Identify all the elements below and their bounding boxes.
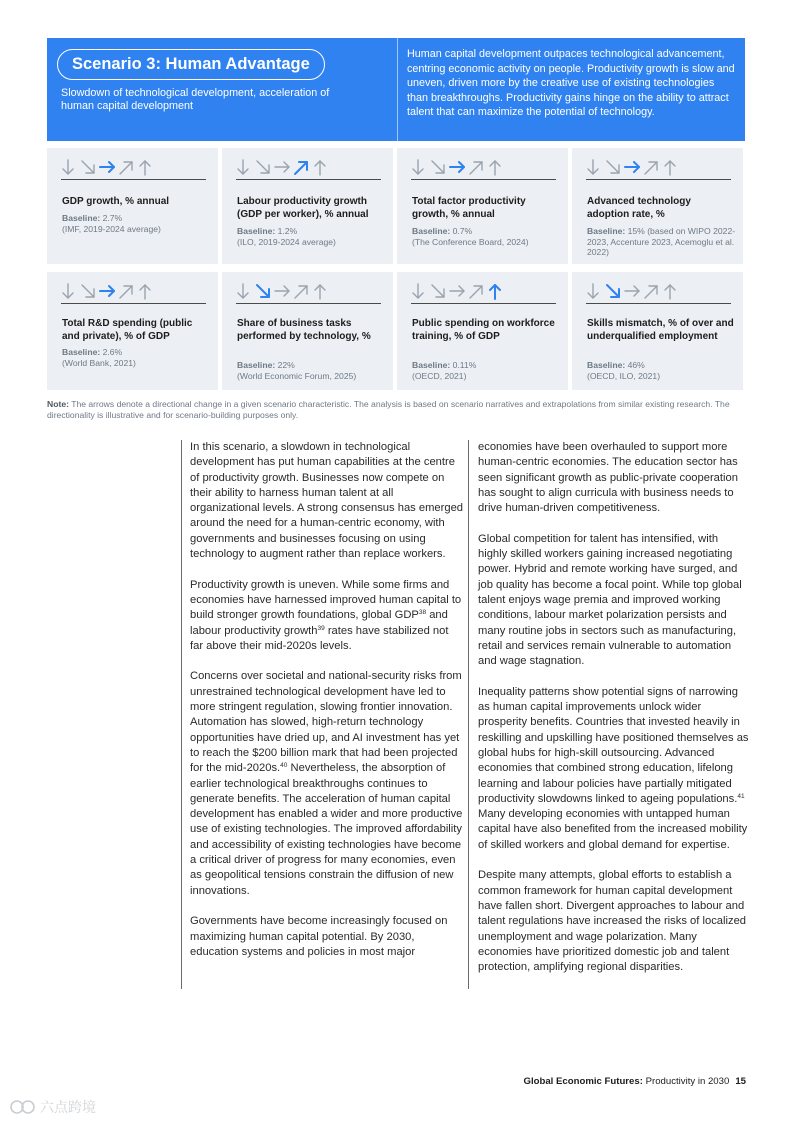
arrow-increase-icon	[645, 162, 657, 174]
footer-separator: :	[639, 1076, 646, 1087]
body-column-left	[190, 440, 464, 975]
paragraph-text: Governments have become increasingly focused on maximizing human capital potential. By 2030, education systems and policies in most major	[190, 915, 448, 958]
arrow-neutral-icon	[275, 286, 289, 296]
baseline-value: 0.7%	[452, 226, 473, 236]
direction-arrows-svg	[411, 282, 556, 302]
indicator-title: Skills mismatch, % of over and underqualified employment	[587, 318, 734, 342]
scenario-title: Scenario 3: Human Advantage	[57, 49, 325, 80]
arrow-strong-decrease-icon	[238, 284, 248, 298]
indicator-baseline	[412, 226, 562, 247]
paragraph-text: Despite many attempts, global efforts to establish a common framework for human capital development have fallen short. Divergent approaches to labour and talent regulations have increased the risks of localized unemployment and wage polarization. Many economies have prioritized domestic job and talent protection, amplifying regional disparities.	[478, 869, 747, 974]
watermark-logo-icon	[8, 1096, 118, 1118]
baseline-value: 15% (based on WIPO 2022-2023, Accenture 2023, Acemoglu et al. 2022)	[587, 226, 736, 258]
body-paragraph	[190, 669, 464, 898]
indicator-card	[222, 272, 393, 390]
direction-arrows-svg	[586, 282, 731, 302]
indicator-baseline	[62, 213, 212, 234]
baseline-label: Baseline:	[62, 213, 101, 223]
direction-arrows-icon	[586, 282, 731, 304]
scenario-description: Human capital development outpaces technological advancement, centring economic activity on people. Productivity growth is slow and uneven, driven more by the creative use of existing technologies than breakthroughs. Productivity gains hinge on the ability to attract talent that can maximize the potential of technology.	[407, 48, 735, 119]
note-text: The arrows denote a directional change in a given scenario characteristic. The analysis is based on scenario narratives and extrapolations from similar existing research. The directionality is illustrative and for scenario-building purposes only.	[47, 399, 730, 421]
direction-arrows-icon	[61, 158, 206, 180]
indicator-baseline	[587, 360, 737, 381]
direction-arrows-icon	[411, 282, 556, 304]
body-paragraph	[190, 578, 464, 654]
arrow-strong-decrease-icon	[63, 284, 73, 298]
footnote-ref: 39	[317, 624, 325, 632]
direction-arrows-svg	[236, 158, 381, 178]
baseline-value: 22%	[277, 360, 295, 370]
footer-subtitle: Productivity in 2030	[645, 1076, 730, 1087]
indicator-title: Total R&D spending (public and private), % of GDP	[62, 318, 193, 342]
baseline-source: (IMF, 2019-2024 average)	[62, 223, 161, 234]
baseline-value: 0.11%	[452, 360, 477, 370]
paragraph-text: Productivity growth is uneven. While some firms and economies have harnessed improved human capital to build stronger growth foundations, global GDP	[190, 578, 462, 622]
baseline-label: Baseline:	[587, 360, 626, 370]
paragraph-text: In this scenario, a slowdown in technological development has put human capabilities at the centre of productivity growth. Businesses now compete on their ability to harness human talent at all organizational levels. A strong consensus has emerged around the need for a human-centric economy, with governments and businesses focusing on using technology to augment rather than replace workers.	[190, 441, 464, 561]
footer-publication: Global Economic Futures	[523, 1076, 640, 1087]
paragraph-text: Global competition for talent has intensified, with highly skilled workers gaining increased negotiating power. Hybrid and remote working have surged, and job quality has become a focal point. While top global talent enjoys wage premia and improved working conditions, labour market polarization persists and many routine jobs in sectors such as manufacturing, retail and services remain vulnerable to automation and wage stagnation.	[478, 532, 742, 668]
arrow-strong-increase-icon	[315, 161, 325, 175]
direction-arrows-icon	[236, 158, 381, 180]
arrow-decrease-icon	[257, 161, 269, 173]
baseline-source: (OECD, ILO, 2021)	[587, 370, 661, 381]
indicator-title: Total factor productivity growth, % annual	[412, 196, 526, 220]
arrow-increase-icon	[295, 286, 307, 298]
baseline-value: 1.2%	[277, 226, 298, 236]
arrow-strong-decrease-icon	[238, 160, 248, 174]
figure-note	[47, 399, 747, 422]
baseline-label: Baseline:	[587, 226, 626, 236]
arrow-strong-decrease-icon	[413, 284, 423, 298]
indicator-card	[222, 148, 393, 264]
direction-arrows-svg	[61, 282, 206, 302]
arrow-neutral-icon	[625, 286, 639, 296]
scenario-banner-left	[47, 38, 395, 141]
scenario-banner	[47, 38, 745, 141]
column-rule-right	[468, 440, 469, 989]
page-number: 15	[735, 1076, 746, 1087]
paragraph-text: rates have stabilized not far above their mid-2020s levels.	[190, 624, 449, 652]
direction-arrows-icon	[61, 282, 206, 304]
arrow-strong-increase-icon	[490, 285, 500, 299]
arrow-decrease-icon	[432, 285, 444, 297]
baseline-label: Baseline:	[237, 226, 276, 236]
arrow-strong-increase-icon	[665, 285, 675, 299]
baseline-source: (World Economic Forum, 2025)	[237, 370, 357, 381]
paragraph-text: economies have been overhauled to support more human-centric economies. The education sector has seen significant growth as public-private cooperation has sought to align curricula with business needs to drive human-driven competitiveness.	[478, 441, 738, 515]
direction-arrows-icon	[411, 158, 556, 180]
body-paragraph	[478, 868, 750, 975]
indicator-card	[572, 272, 743, 390]
arrow-neutral-icon	[625, 162, 639, 172]
paragraph-text: Many developing economies with untapped human capital have also benefited from the increased mobility of skilled workers and global demand for expertise.	[478, 808, 748, 851]
direction-arrows-icon	[586, 158, 731, 180]
arrow-decrease-icon	[607, 285, 619, 297]
arrow-neutral-icon	[450, 286, 464, 296]
arrow-decrease-icon	[257, 285, 269, 297]
scenario-subtitle: Slowdown of technological development, acceleration of human capital development	[61, 87, 330, 112]
arrow-increase-icon	[295, 162, 307, 174]
direction-arrows-svg	[411, 158, 556, 178]
indicator-title: Share of business tasks performed by technology, %	[237, 318, 371, 342]
arrow-increase-icon	[470, 162, 482, 174]
arrow-decrease-icon	[432, 161, 444, 173]
baseline-label: Baseline:	[412, 360, 451, 370]
paragraph-text: Nevertheless, the absorption of earlier technological breakthroughs continues to generate benefits. The acceleration of human capital development has enabled a wider and more productive use of existing technologies. The improved affordability and accessibility of existing technologies have become a critical driver of progress for many economies, even as geopolitical tensions constrain the diffusion of new innovations.	[190, 762, 463, 897]
page-footer	[524, 1076, 747, 1087]
indicator-baseline	[62, 347, 212, 368]
arrow-increase-icon	[120, 162, 132, 174]
body-column-right	[478, 440, 750, 991]
arrow-strong-decrease-icon	[588, 160, 598, 174]
indicator-baseline	[237, 360, 387, 381]
arrow-strong-increase-icon	[665, 161, 675, 175]
arrow-strong-decrease-icon	[63, 160, 73, 174]
column-rule-left	[181, 440, 182, 989]
arrow-strong-increase-icon	[315, 285, 325, 299]
direction-arrows-icon	[236, 282, 381, 304]
indicator-title: Labour productivity growth (GDP per worker), % annual	[237, 196, 369, 220]
arrow-neutral-icon	[275, 162, 289, 172]
baseline-label: Baseline:	[237, 360, 276, 370]
indicator-title: Public spending on workforce training, % of GDP	[412, 318, 555, 342]
baseline-value: 46%	[627, 360, 645, 370]
indicator-card	[397, 148, 568, 264]
arrow-strong-increase-icon	[140, 285, 150, 299]
body-paragraph	[478, 685, 750, 853]
direction-arrows-svg	[586, 158, 731, 178]
direction-arrows-svg	[61, 158, 206, 178]
footnote-ref: 40	[280, 762, 288, 770]
baseline-value: 2.6%	[102, 347, 123, 357]
indicator-baseline	[587, 226, 737, 258]
paragraph-text: Concerns over societal and national-security risks from unrestrained technological development have led to more stringent regulation, slowing frontier innovation. Automation has slowed, high-return technology opportunities have dried up, and AI investment has yet to reach the $200 billion mark that had been projected for the mid-2020s.	[190, 670, 462, 775]
indicator-card	[572, 148, 743, 264]
baseline-source: (OECD, 2021)	[412, 370, 467, 381]
arrow-neutral-icon	[100, 162, 114, 172]
baseline-label: Baseline:	[412, 226, 451, 236]
arrow-neutral-icon	[100, 286, 114, 296]
indicator-card	[397, 272, 568, 390]
arrow-strong-decrease-icon	[588, 284, 598, 298]
baseline-source: (The Conference Board, 2024)	[412, 236, 529, 247]
arrow-decrease-icon	[82, 285, 94, 297]
arrow-neutral-icon	[450, 162, 464, 172]
indicator-card	[47, 148, 218, 264]
baseline-source: (ILO, 2019-2024 average)	[237, 236, 336, 247]
baseline-label: Baseline:	[62, 347, 101, 357]
paragraph-text: Inequality patterns show potential signs of narrowing as human capital improvements unlock wider prosperity benefits. Countries that invested heavily in reskilling and upskilling have positioned themselves as global hubs for high-skill outsourcing. Advanced economies that combined strong education, lifelong learning and labour policies have partially mitigated productivity slowdowns linked to ageing populations.	[478, 685, 749, 805]
body-paragraph	[190, 440, 464, 562]
baseline-value: 2.7%	[102, 213, 123, 223]
indicator-baseline	[412, 360, 562, 381]
arrow-increase-icon	[120, 286, 132, 298]
arrow-increase-icon	[645, 286, 657, 298]
note-label: Note:	[47, 399, 69, 409]
body-paragraph	[190, 914, 464, 960]
paragraph-text: and labour productivity growth	[190, 609, 448, 637]
indicator-title: Advanced technology adoption rate, %	[587, 196, 691, 220]
arrow-strong-decrease-icon	[413, 160, 423, 174]
arrow-increase-icon	[470, 286, 482, 298]
body-paragraph	[478, 440, 750, 516]
indicator-title: GDP growth, % annual	[62, 196, 170, 207]
footnote-ref: 38	[418, 609, 427, 617]
indicator-baseline	[237, 226, 387, 247]
arrow-decrease-icon	[82, 161, 94, 173]
arrow-strong-increase-icon	[140, 161, 150, 175]
indicator-card	[47, 272, 218, 390]
arrow-decrease-icon	[607, 161, 619, 173]
body-paragraph	[478, 532, 750, 670]
footnote-ref: 41	[737, 792, 745, 800]
arrow-strong-increase-icon	[490, 161, 500, 175]
direction-arrows-svg	[236, 282, 381, 302]
watermark-text: 六点跨境	[40, 1100, 96, 1116]
scenario-banner-right	[397, 38, 745, 141]
baseline-source: (World Bank, 2021)	[62, 357, 136, 368]
